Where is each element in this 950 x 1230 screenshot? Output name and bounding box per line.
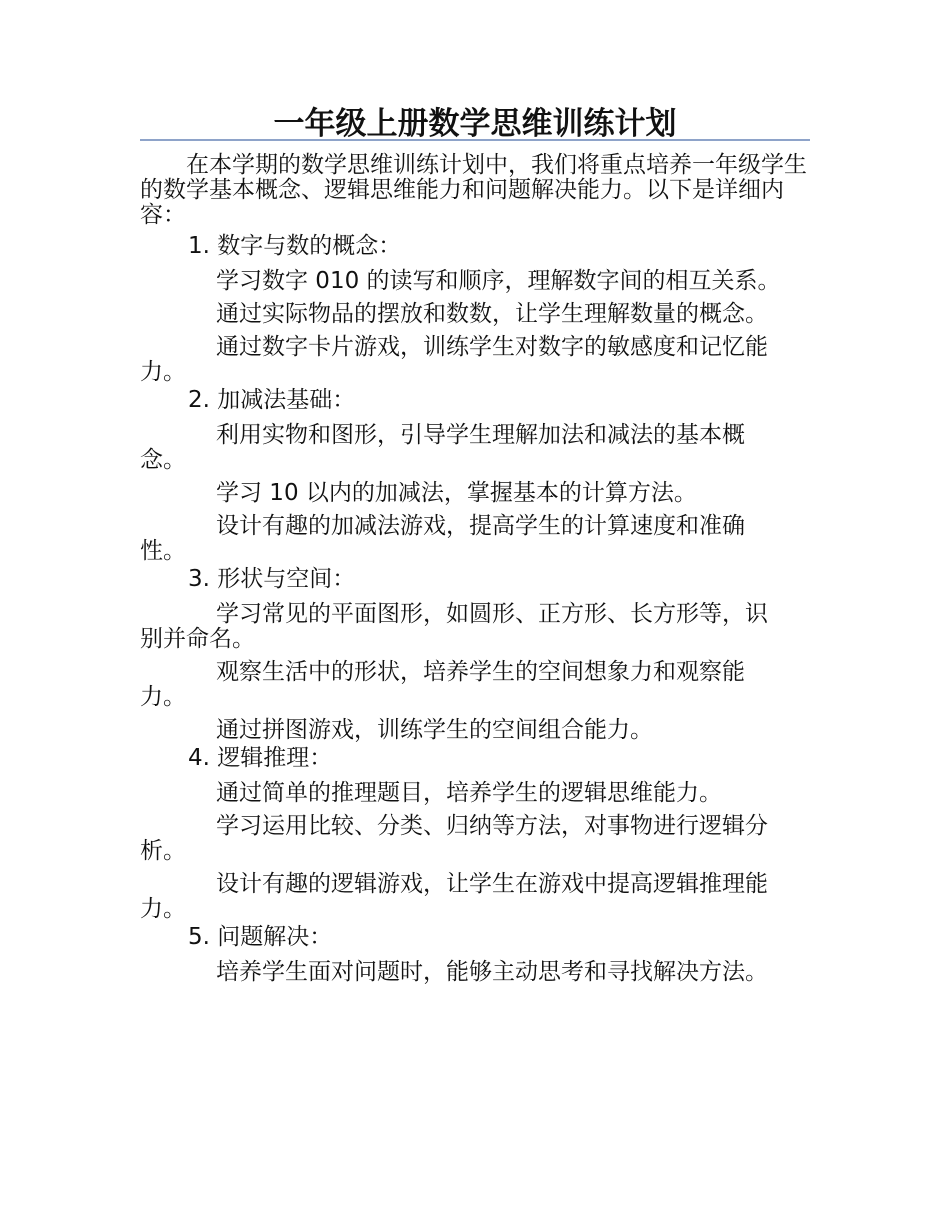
list-item: 学习常见的平面图形，如圆形、正方形、长方形等，识别并命名。 [140, 601, 768, 652]
section-problem-solving [140, 922, 810, 985]
section-heading: 2. 加减法基础： [188, 387, 356, 413]
title-underline [140, 139, 810, 141]
list-item: 通过数字卡片游戏，训练学生对数字的敏感度和记忆能力。 [140, 334, 768, 385]
plan-sections [140, 231, 810, 985]
list-item: 利用实物和图形，引导学生理解加法和减法的基本概念。 [140, 422, 745, 473]
section-numbers [140, 231, 810, 385]
list-item: 通过拼图游戏，训练学生的空间组合能力。 [216, 717, 653, 743]
section-shapes-space [140, 564, 810, 743]
section-heading: 4. 逻辑推理： [188, 745, 333, 771]
list-item: 学习数字 010 的读写和顺序，理解数字间的相互关系。 [216, 268, 781, 294]
list-item: 观察生活中的形状，培养学生的空间想象力和观察能力。 [140, 659, 745, 710]
list-item: 培养学生面对问题时，能够主动思考和寻找解决方法。 [216, 959, 768, 985]
section-logical-reasoning [140, 743, 810, 922]
section-heading: 5. 问题解决： [188, 924, 333, 950]
section-addition-subtraction [140, 385, 810, 564]
document-body [140, 153, 810, 985]
document-title: 一年级上册数学思维训练计划 [273, 106, 677, 142]
list-item: 通过实际物品的摆放和数数，让学生理解数量的概念。 [216, 301, 768, 327]
list-item: 学习 10 以内的加减法，掌握基本的计算方法。 [216, 480, 697, 506]
list-item: 通过简单的推理题目，培养学生的逻辑思维能力。 [216, 780, 722, 806]
section-heading: 1. 数字与数的概念： [188, 233, 402, 259]
intro-paragraph: 在本学期的数学思维训练计划中，我们将重点培养一年级学生的数学基本概念、逻辑思维能力和问题解决能力。以下是详细内容： [140, 152, 807, 228]
list-item: 设计有趣的逻辑游戏，让学生在游戏中提高逻辑推理能力。 [140, 871, 768, 922]
list-item: 设计有趣的加减法游戏，提高学生的计算速度和准确性。 [140, 513, 745, 564]
section-heading: 3. 形状与空间： [188, 566, 356, 592]
list-item: 学习运用比较、分类、归纳等方法，对事物进行逻辑分析。 [140, 813, 768, 864]
